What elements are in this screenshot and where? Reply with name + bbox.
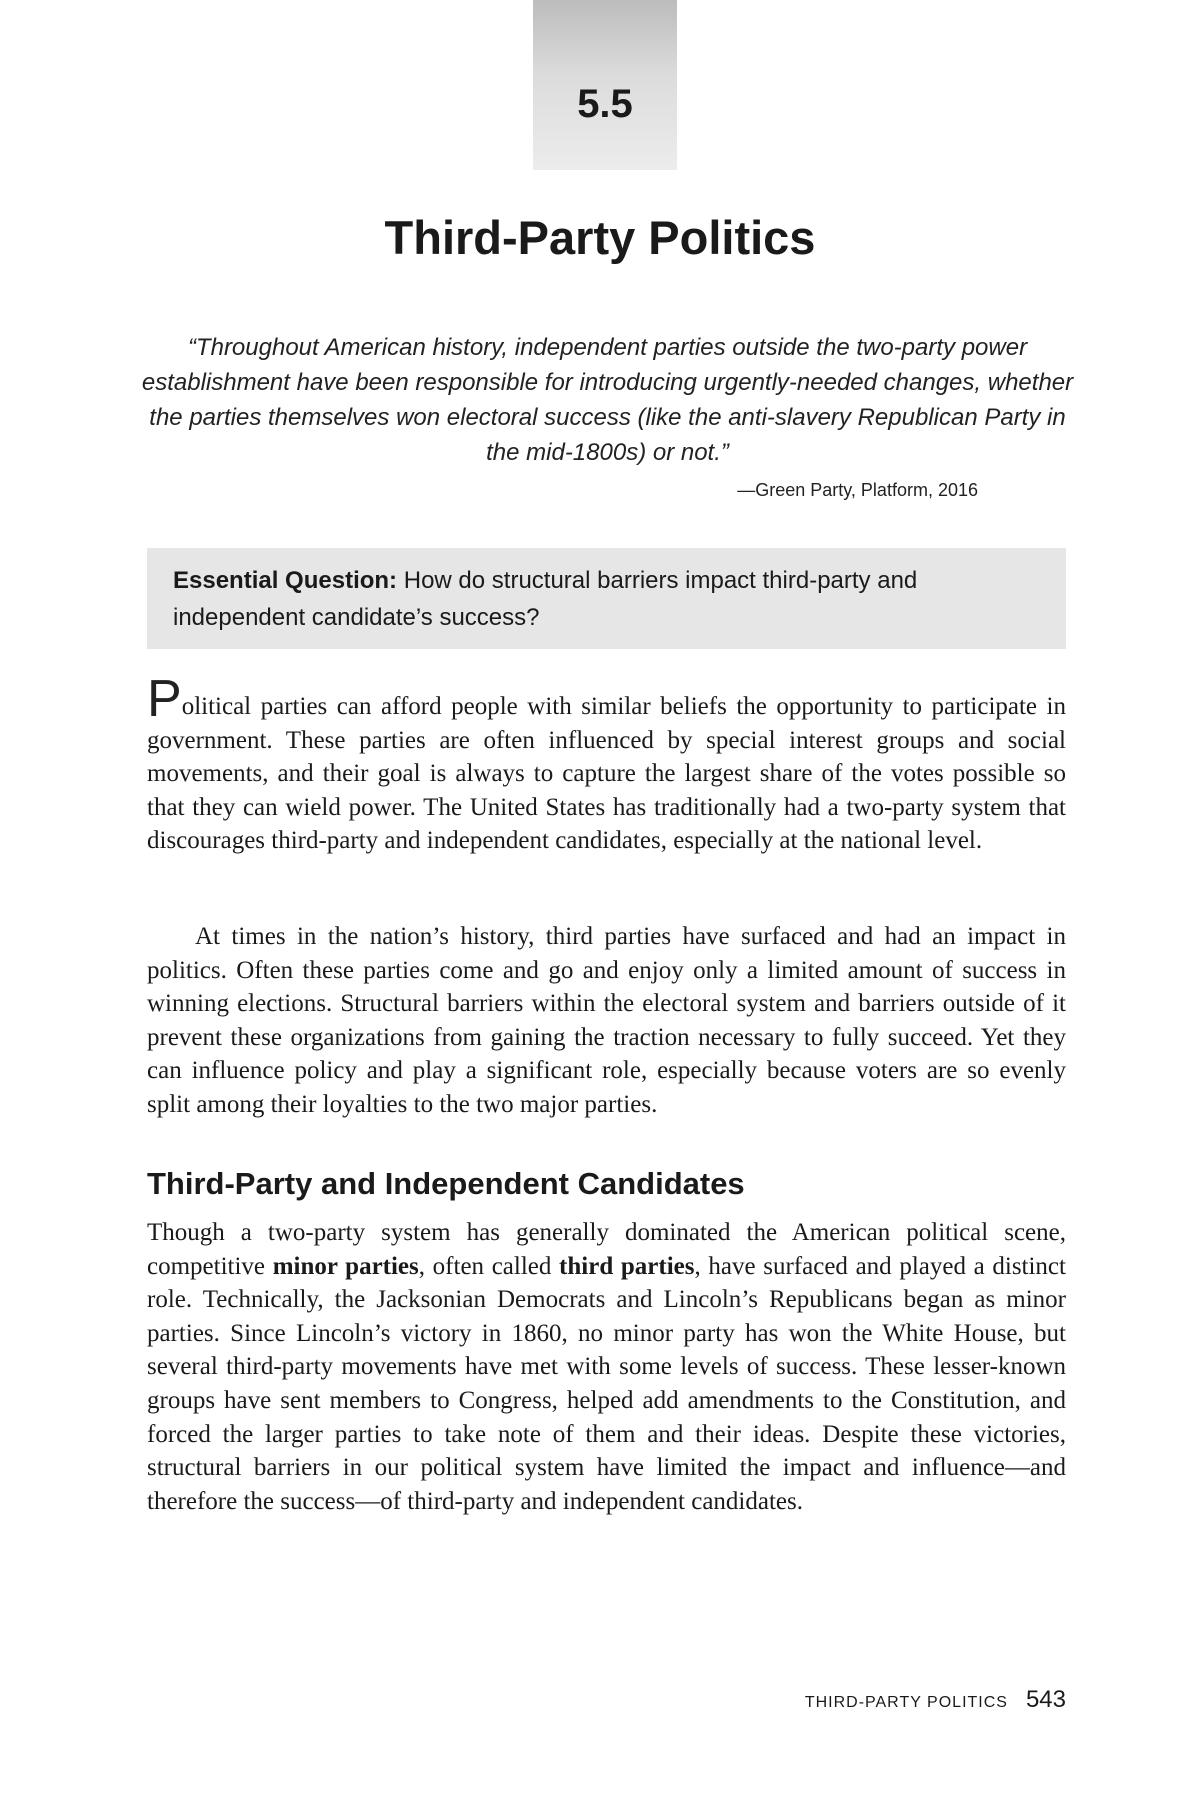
- subsection-paragraph: [147, 1216, 1066, 1518]
- essential-question-box: [147, 548, 1066, 649]
- subsection-text-end: , have surfaced and played a distinct role. Technically, the Jacksonian Democrats and Lincoln’s Republicans began as minor parties. Since Lincoln’s victory in 1860, no minor party has won the White House, but several third-party movements have met with some levels of success. These lesser-known groups have sent members to Congress, helped add amendments to the Constitution, and forced the larger parties to take note of them and their ideas. Despite these victories, structural barriers in our political system have limited the impact and influence—and therefore the success—of third-party and independent candidates.: [147, 1252, 1066, 1515]
- section-number-tab: [533, 0, 677, 170]
- running-head: THIRD-PARTY POLITICS: [804, 1694, 1008, 1711]
- subsection-text-mid: , often called: [418, 1252, 560, 1280]
- essential-question-text: How do structural barriers impact third-party and independent candidate’s success?: [173, 567, 918, 631]
- intro-paragraph-2-text: At times in the nation’s history, third parties have surfaced and had an impact in politics. Often these parties come and go and enjoy only a limited amount of success in winning elections. Structural barriers within the electoral system and barriers outside of it prevent these organizations from gaining the traction necessary to fully succeed. Yet they can influence policy and play a significant role, especially because voters are so evenly split among their loyalties to the two major parties.: [147, 923, 1066, 1118]
- section-number: 5.5: [577, 82, 633, 126]
- page-number: 543: [1025, 1686, 1066, 1713]
- page-title: Third-Party Politics: [384, 211, 816, 264]
- intro-paragraph-1: [147, 670, 1066, 858]
- key-term-third-parties: third parties: [559, 1252, 695, 1280]
- page-footer: [805, 1686, 1066, 1714]
- intro-paragraph-2: [147, 920, 1066, 1122]
- subsection-heading: Third-Party and Independent Candidates: [147, 1166, 745, 1201]
- essential-question-label: Essential Question:: [173, 567, 398, 594]
- key-term-minor-parties: minor parties: [272, 1252, 419, 1280]
- epigraph-quote: “Throughout American history, independent parties outside the two-party power establishment have been responsible for introducing urgently-needed changes, whether the parties themselves won electoral success (like the anti-slavery Republican Party in the mid-1800s) or not.”: [141, 334, 1074, 466]
- intro-paragraph-1-text: olitical parties can afford people with similar beliefs the opportunity to participate in government. These parties are often influenced by special interest groups and social movements, and their goal is always to capture the largest share of the votes possible so that they can wield power. The United States has traditionally had a two-party system that discourages third-party and independent candidates, especially at the national level.: [147, 693, 1066, 855]
- subsection-text-start: Though a two-party system has generally dominated the American political scene, competitive: [147, 1219, 1066, 1280]
- drop-cap: P: [147, 670, 182, 728]
- epigraph-attribution: —Green Party, Platform, 2016: [737, 480, 978, 500]
